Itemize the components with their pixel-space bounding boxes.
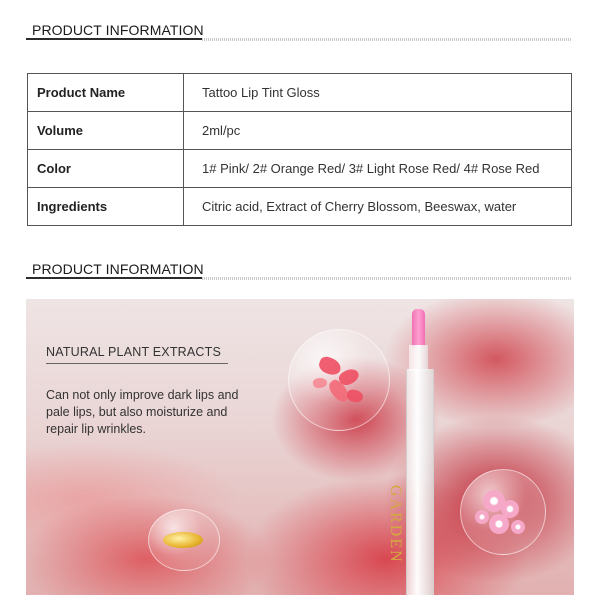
section-title: PRODUCT INFORMATION — [32, 261, 204, 277]
banner-heading-underline — [46, 363, 228, 364]
oil-capsule-bubble — [148, 509, 220, 571]
banner-body-text: Can not only improve dark lips and pale lips, but also moisturize and repair lip wrinkles. — [46, 388, 239, 436]
brand-logo: GARDEN — [387, 485, 404, 564]
table-row — [28, 112, 572, 150]
pen-tip — [412, 309, 425, 347]
row-label: Volume — [28, 112, 184, 150]
section-header-product-information-2 — [26, 261, 572, 281]
row-label: Product Name — [28, 74, 184, 112]
row-label: Ingredients — [28, 188, 184, 226]
table-row — [28, 74, 572, 112]
product-banner-image — [26, 299, 574, 595]
rose-petals-bubble — [288, 329, 390, 431]
lip-gloss-pen — [387, 299, 438, 595]
row-value: Tattoo Lip Tint Gloss — [184, 74, 572, 112]
oil-capsule — [163, 532, 203, 548]
row-value: 2ml/pc — [184, 112, 572, 150]
header-rule — [26, 277, 202, 279]
cherry-blossom-bubble — [460, 469, 546, 555]
header-rule — [26, 38, 202, 40]
header-rule-dotted — [202, 38, 572, 41]
banner-heading: NATURAL PLANT EXTRACTS — [46, 345, 222, 359]
section-header-product-information — [26, 22, 572, 42]
product-info-table — [27, 73, 572, 226]
pen-barrel — [406, 369, 434, 595]
row-label: Color — [28, 150, 184, 188]
row-value: Citric acid, Extract of Cherry Blossom, Beeswax, water — [184, 188, 572, 226]
section-title: PRODUCT INFORMATION — [32, 22, 204, 38]
table-row — [28, 188, 572, 226]
table-row — [28, 150, 572, 188]
header-rule-dotted — [202, 277, 572, 280]
row-value: 1# Pink/ 2# Orange Red/ 3# Light Rose Red/ 4# Rose Red — [184, 150, 572, 188]
